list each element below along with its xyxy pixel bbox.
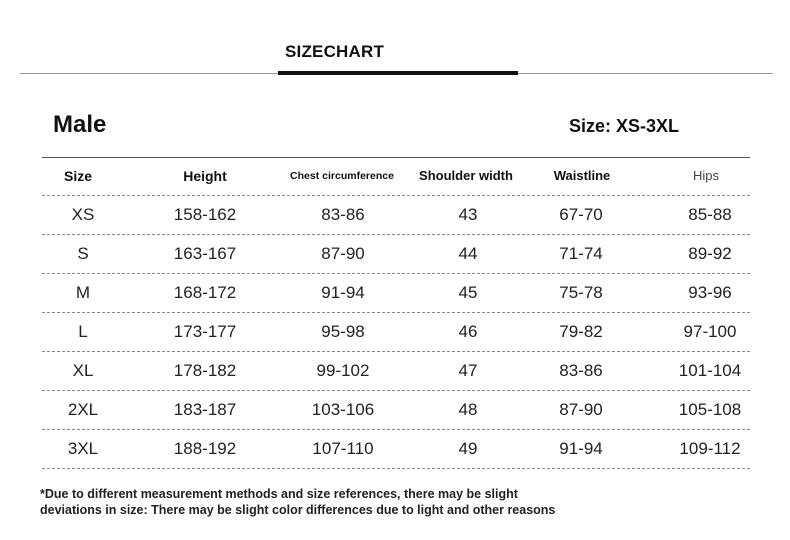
chest-cell: 103-106: [311, 400, 375, 419]
shoulder-cell: 47: [458, 361, 478, 380]
chest-cell: 91-94: [321, 283, 365, 302]
waistline-cell: 91-94: [559, 439, 603, 458]
height-cell: 158-162: [173, 205, 237, 224]
shoulder-cell: 46: [458, 322, 478, 341]
table-row: [42, 391, 750, 430]
table-row: [42, 313, 750, 352]
chest-cell: 95-98: [321, 322, 365, 341]
height-cell: 173-177: [173, 322, 237, 341]
chest-cell: 83-86: [321, 205, 365, 224]
size-cell: S: [77, 244, 89, 263]
waistline-cell: 75-78: [559, 283, 603, 302]
shoulder-cell: 43: [458, 205, 478, 224]
height-cell: 163-167: [173, 244, 237, 263]
gender-label: Male: [53, 111, 107, 138]
table-row: [42, 430, 750, 469]
table-row: [42, 196, 750, 235]
size-cell: M: [75, 283, 91, 302]
size-cell: XL: [72, 361, 94, 380]
hips-cell: 89-92: [688, 244, 732, 263]
size-cell: XS: [71, 205, 95, 224]
waistline-cell: 79-82: [559, 322, 603, 341]
shoulder-cell: 48: [458, 400, 478, 419]
hips-cell: 85-88: [688, 205, 732, 224]
disclaimer-line: *Due to different measurement methods and size references, there may be slight: [40, 487, 518, 501]
table-row: [42, 274, 750, 313]
chest-cell: 87-90: [321, 244, 365, 263]
waistline-cell: 87-90: [559, 400, 603, 419]
hips-cell: 109-112: [679, 439, 741, 458]
chest-cell: 107-110: [312, 439, 374, 458]
hips-cell: 101-104: [678, 361, 742, 380]
table-header-row: [42, 157, 750, 196]
shoulder-cell: 44: [458, 244, 478, 263]
size-range-label: Size: XS-3XL: [569, 116, 680, 136]
waistline-cell: 71-74: [559, 244, 603, 263]
measurement-disclaimer: [40, 486, 740, 518]
size-cell: 3XL: [67, 439, 99, 458]
sizechart-title: SIZECHART: [285, 42, 385, 61]
column-header-size: Size: [63, 168, 93, 184]
hips-cell: 97-100: [683, 322, 737, 341]
size-cell: L: [78, 322, 88, 341]
column-header-waistline: Waistline: [553, 168, 611, 183]
hips-cell: 93-96: [688, 283, 732, 302]
column-header-shoulder: Shoulder width: [419, 168, 513, 183]
column-header-height: Height: [183, 168, 227, 184]
shoulder-cell: 45: [458, 283, 478, 302]
waistline-cell: 83-86: [559, 361, 603, 380]
hips-cell: 105-108: [678, 400, 742, 419]
chest-cell: 99-102: [316, 361, 370, 380]
table-row: [42, 235, 750, 274]
size-cell: 2XL: [67, 400, 99, 419]
header-accent-bar: [278, 71, 518, 75]
height-cell: 188-192: [173, 439, 237, 458]
height-cell: 183-187: [173, 400, 237, 419]
height-cell: 168-172: [173, 283, 237, 302]
column-header-hips: Hips: [692, 168, 720, 183]
waistline-cell: 67-70: [559, 205, 603, 224]
height-cell: 178-182: [173, 361, 237, 380]
disclaimer-line: deviations in size: There may be slight color differences due to light and other reasons: [40, 503, 556, 517]
table-row: [42, 352, 750, 391]
column-header-chest: Chest circumference: [290, 170, 394, 182]
shoulder-cell: 49: [458, 439, 478, 458]
